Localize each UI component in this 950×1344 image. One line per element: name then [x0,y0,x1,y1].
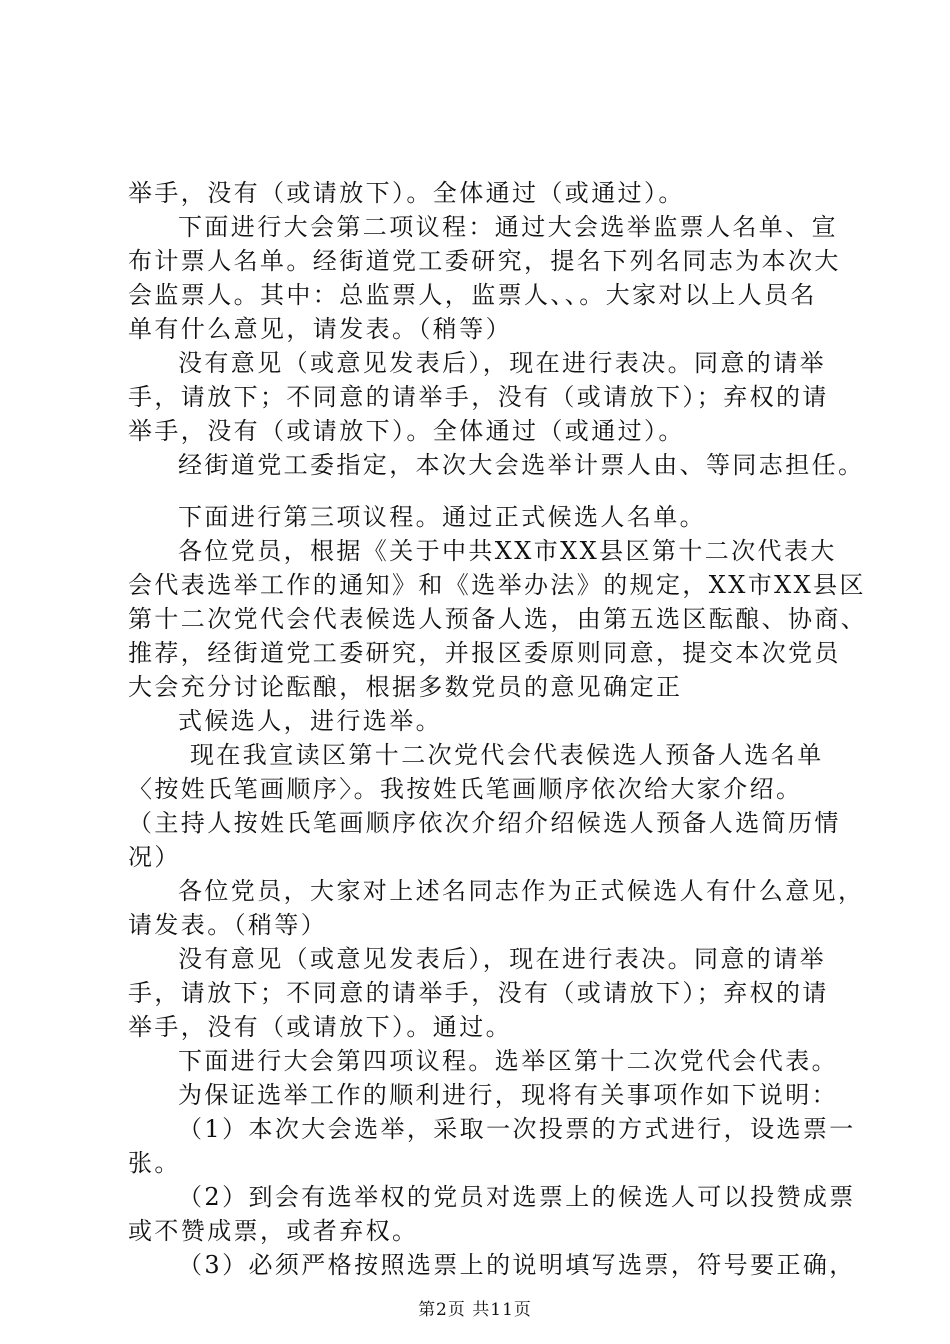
text-line: 会监票人。其中：总监票人，监票人、、。大家对以上人员名 [128,281,817,309]
text-line: 各位党员，根据《关于中共XX市XX县区第十二次代表大 [178,537,837,565]
text-line: 举手，没有（或请放下）。通过。 [128,1013,512,1041]
text-line: 经街道党工委指定，本次大会选举计票人由、等同志担任。 [178,451,865,479]
text-line: 下面进行第三项议程。通过正式候选人名单。 [178,503,706,531]
text-line: 大会充分讨论酝酿，根据多数党员的意见确定正 [128,673,683,701]
text-line: 张。 [128,1149,181,1177]
text-line: 举手，没有（或请放下）。全体通过（或通过）。 [128,417,685,445]
text-line: 各位党员，大家对上述名同志作为正式候选人有什么意见， [178,877,865,905]
text-line: 请发表。（稍等） [128,911,328,939]
text-line: 或不赞成票，或者弃权。 [128,1217,419,1245]
text-line: 手，请放下；不同意的请举手，没有（或请放下）；弃权的请 [128,383,829,411]
text-line: 为保证选举工作的顺利进行，现将有关事项作如下说明： [178,1081,838,1109]
text-line: 没有意见（或意见发表后），现在进行表决。同意的请举 [178,349,826,377]
text-line: 没有意见（或意见发表后），现在进行表决。同意的请举 [178,945,826,973]
text-line: 〈按姓氏笔画顺序〉。我按姓氏笔画顺序依次给大家介绍。 [128,775,803,803]
text-line: 布计票人名单。经街道党工委研究，提名下列名同志为本次大 [128,247,841,275]
text-line: 会代表选举工作的通知》和《选举办法》的规定，XX市XX县区 [128,571,866,599]
text-line: 第十二次党代会代表候选人预备人选，由第五选区酝酿、协商、 [128,605,868,633]
page-number-footer: 第2页 共11页 [418,1300,532,1320]
text-line: （3）必须严格按照选票上的说明填写选票，符号要正确， [178,1251,856,1279]
text-line: 手，请放下；不同意的请举手，没有（或请放下）；弃权的请 [128,979,829,1007]
text-line: 式候选人，进行选举。 [178,707,442,735]
text-line: 下面进行大会第二项议程：通过大会选举监票人名单、宣 [178,213,838,241]
text-line: （主持人按姓氏笔画顺序依次介绍介绍候选人预备人选简历情 [128,809,841,837]
text-line: 现在我宣读区第十二次党代会代表候选人预备人选名单 [190,741,824,769]
text-line: 单有什么意见，请发表。（稍等） [128,315,512,343]
text-line: （2）到会有选举权的党员对选票上的候选人可以投赞成票 [178,1183,856,1211]
text-line: （1）本次大会选举，采取一次投票的方式进行，设选票一 [178,1115,856,1143]
text-line: 下面进行大会第四项议程。选举区第十二次党代会代表。 [178,1047,838,1075]
text-line: 况） [128,843,181,871]
text-line: 举手，没有（或请放下）。全体通过（或通过）。 [128,179,685,207]
text-line: 推荐，经街道党工委研究，并报区委原则同意，提交本次党员 [128,639,841,667]
